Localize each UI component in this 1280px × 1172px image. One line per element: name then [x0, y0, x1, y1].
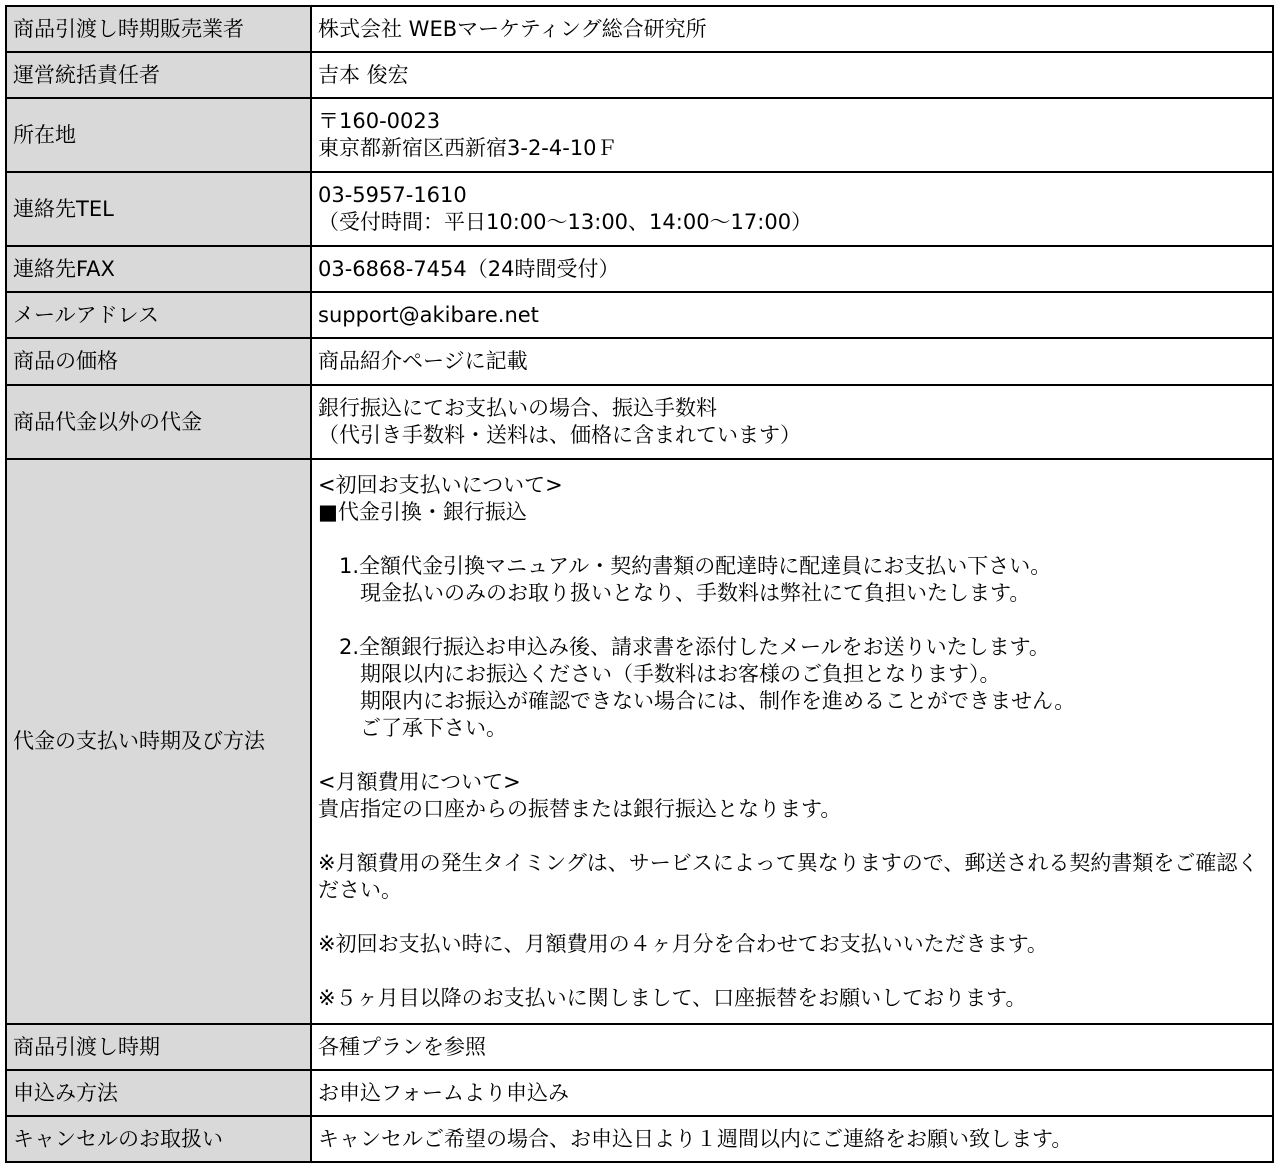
row-label-price: 商品の価格	[6, 338, 311, 385]
row-value-apply-method: お申込フォームより申込み	[311, 1070, 1273, 1116]
row-label-apply-method: 申込み方法	[6, 1070, 311, 1116]
table-row	[6, 385, 1273, 459]
row-label-cancel: キャンセルのお取扱い	[6, 1116, 311, 1162]
table-row	[6, 98, 1273, 172]
table-row	[6, 459, 1273, 1024]
table-row	[6, 1116, 1273, 1162]
table-row	[6, 6, 1273, 52]
row-label-tel: 連絡先TEL	[6, 172, 311, 246]
row-value-email: support@akibare.net	[311, 292, 1273, 338]
row-value-delivery: 各種プランを参照	[311, 1024, 1273, 1070]
table-row	[6, 338, 1273, 385]
row-label-delivery: 商品引渡し時期	[6, 1024, 311, 1070]
row-value-manager: 吉本 俊宏	[311, 52, 1273, 98]
row-value-tel: 03-5957-1610 （受付時間：平日10:00～13:00、14:00～17:00）	[311, 172, 1273, 246]
table-row	[6, 1024, 1273, 1070]
row-value-fax: 03-6868-7454（24時間受付）	[311, 246, 1273, 292]
row-value-payment: <初回お支払いについて> ■代金引換・銀行振込 1.全額代金引換マニュアル・契約書類の配達時に配達員にお支払い下さい。 現金払いのみのお取り扱いとなり、手数料は弊社にて負担いたします。 2.全額銀行振込お申込み後、請求書を添付したメールをお送りいたします。 期限以内にお振込ください（手数料はお客様のご負担となります）。 期限内にお振込が確認できない場合には、制作を進めることができません。 ご了承下さい。 <月額費用について> 貴店指定の口座からの振替または銀行振込となります。 ※月額費用の発生タイミングは、サービスによって異なりますので、郵送される契約書類をご確認ください。 ※初回お支払い時に、月額費用の４ヶ月分を合わせてお支払いいただきます。 ※５ヶ月目以降のお支払いに関しまして、口座振替をお願いしております。	[311, 459, 1273, 1024]
row-label-manager: 運営統括責任者	[6, 52, 311, 98]
table-row	[6, 1070, 1273, 1116]
table-row	[6, 292, 1273, 338]
row-value-address: 〒160-0023 東京都新宿区西新宿3-2-4-10Ｆ	[311, 98, 1273, 172]
row-value-extra-fees: 銀行振込にてお支払いの場合、振込手数料 （代引き手数料・送料は、価格に含まれています）	[311, 385, 1273, 459]
row-label-extra-fees: 商品代金以外の代金	[6, 385, 311, 459]
table-row	[6, 52, 1273, 98]
row-label-address: 所在地	[6, 98, 311, 172]
row-label-payment: 代金の支払い時期及び方法	[6, 459, 311, 1024]
row-value-seller: 株式会社 WEBマーケティング総合研究所	[311, 6, 1273, 52]
table-row	[6, 246, 1273, 292]
row-label-seller: 商品引渡し時期販売業者	[6, 6, 311, 52]
row-label-email: メールアドレス	[6, 292, 311, 338]
table-row	[6, 172, 1273, 246]
row-label-fax: 連絡先FAX	[6, 246, 311, 292]
row-value-cancel: キャンセルご希望の場合、お申込日より１週間以内にご連絡をお願い致します。	[311, 1116, 1273, 1162]
row-value-price: 商品紹介ページに記載	[311, 338, 1273, 385]
legal-info-table	[5, 5, 1274, 1163]
